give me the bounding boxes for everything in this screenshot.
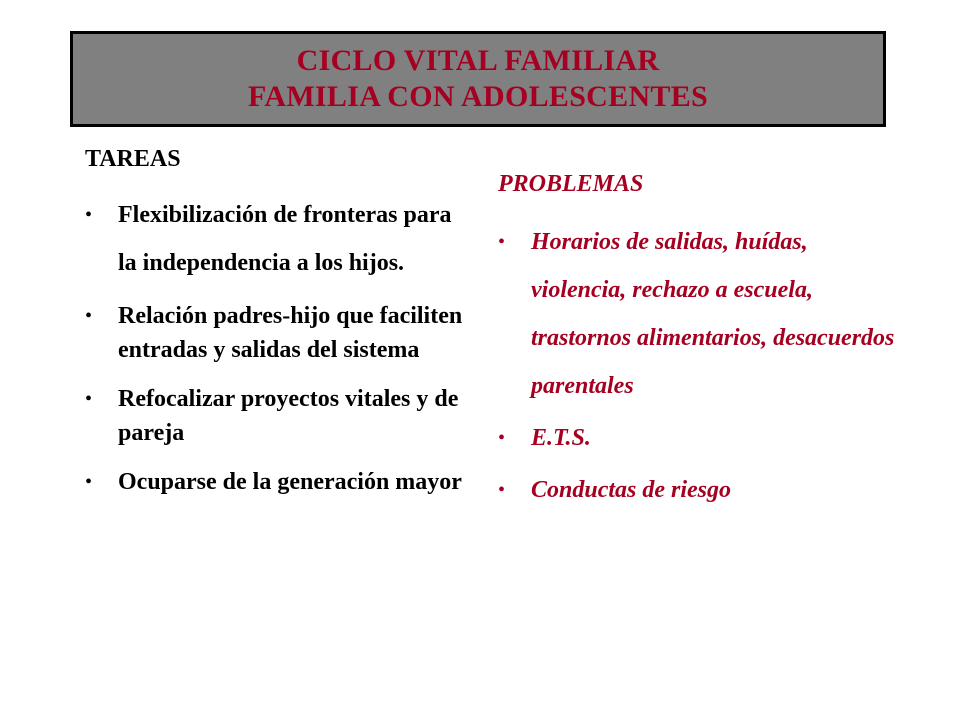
problemas-item-text: Horarios de salidas, huídas, violencia, rechazo a escuela, trastornos alimentarios, desacuerdos parentales [531,229,895,399]
bullet-icon: • [85,471,93,493]
bullet-icon: • [498,479,506,501]
tareas-column [85,145,475,499]
bullet-icon: • [498,427,506,449]
problemas-item-text: Conductas de riesgo [531,477,732,503]
problemas-item-1 [498,218,898,410]
problemas-item-2 [498,424,898,452]
tareas-item-text: Flexibilización de fronteras para la independencia a los hijos. [118,202,452,276]
tareas-item-1 [85,191,475,287]
tareas-item-text: Ocuparse de la generación mayor [118,469,462,495]
problemas-column [498,170,898,504]
tareas-item-text: Relación padres-hijo que faciliten entradas y salidas del sistema [118,303,463,363]
slide-title-line-1: CICLO VITAL FAMILIAR [296,44,660,77]
tareas-heading: TAREAS [85,146,181,172]
problemas-item-text: E.T.S. [531,425,591,451]
bullet-icon: • [498,231,506,253]
problemas-list [498,218,898,504]
slide-title-line-2: FAMILIA CON ADOLESCENTES [247,80,709,113]
problemas-heading: PROBLEMAS [498,171,644,197]
bullet-icon: • [85,204,93,226]
bullet-icon: • [85,305,93,327]
tareas-item-text: Refocalizar proyectos vitales y de pareja [118,386,459,446]
tareas-item-2 [85,299,475,367]
tareas-item-4 [85,465,475,499]
problemas-item-3 [498,476,898,504]
tareas-list [85,191,475,499]
bullet-icon: • [85,388,93,410]
slide-title-box [70,31,886,127]
tareas-item-3 [85,382,475,450]
